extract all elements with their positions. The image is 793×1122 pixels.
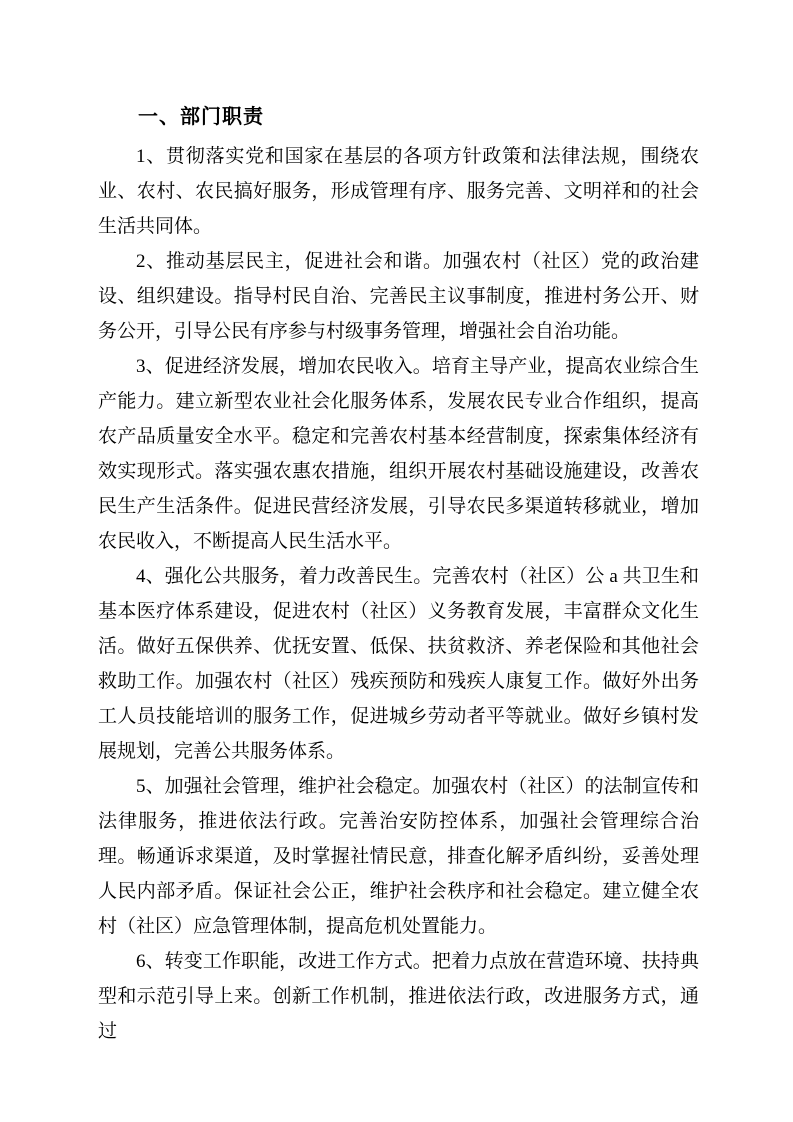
paragraph-1: 1、贯彻落实党和国家在基层的各项方针政策和法律法规，围绕农业、农村、农民搞好服务，形成管理有序、服务完善、文明祥和的社会生活共同体。 <box>98 146 699 237</box>
paragraph-2: 2、推动基层民主，促进社会和谐。加强农村（社区）党的政治建设、组织建设。指导村民自治、完善民主议事制度，推进村务公开、财务公开，引导公民有序参与村级事务管理，增强社会自治功能。 <box>98 251 699 342</box>
paragraph-3: 3、促进经济发展，增加农民收入。培育主导产业，提高农业综合生产能力。建立新型农业社会化服务体系，发展农民专业合作组织，提高农产品质量安全水平。稳定和完善农村基本经营制度，探索集体经济有效实现形式。落实强农惠农措施，组织开展农村基础设施建设，改善农民生产生活条件。促进民营经济发展，引导农民多渠道转移就业，增加农民收入，不断提高人民生活水平。 <box>98 356 699 552</box>
document-content <box>98 100 699 1049</box>
paragraph-5: 5、加强社会管理，维护社会稳定。加强农村（社区）的法制宣传和法律服务，推进依法行政。完善治安防控体系，加强社会管理综合治理。畅通诉求渠道，及时掌握社情民意，排查化解矛盾纠纷，妥善处理人民内部矛盾。保证社会公正，维护社会秩序和社会稳定。建立健全农村（社区）应急管理体制，提高危机处置能力。 <box>98 776 699 937</box>
paragraph-4: 4、强化公共服务，着力改善民生。完善农村（社区）公 a 共卫生和基本医疗体系建设，促进农村（社区）义务教育发展，丰富群众文化生活。做好五保供养、优抚安置、低保、扶贫救济、养老保险和其他社会救助工作。加强农村（社区）残疾预防和残疾人康复工作。做好外出务工人员技能培训的服务工作，促进城乡劳动者平等就业。做好乡镇村发展规划，完善公共服务体系。 <box>98 566 699 762</box>
paragraph-6: 6、转变工作职能，改进工作方式。把着力点放在营造环境、扶持典型和示范引导上来。创新工作机制，推进依法行政，改进服务方式，通过 <box>98 951 699 1042</box>
section-heading: 一、部门职责 <box>138 106 264 128</box>
